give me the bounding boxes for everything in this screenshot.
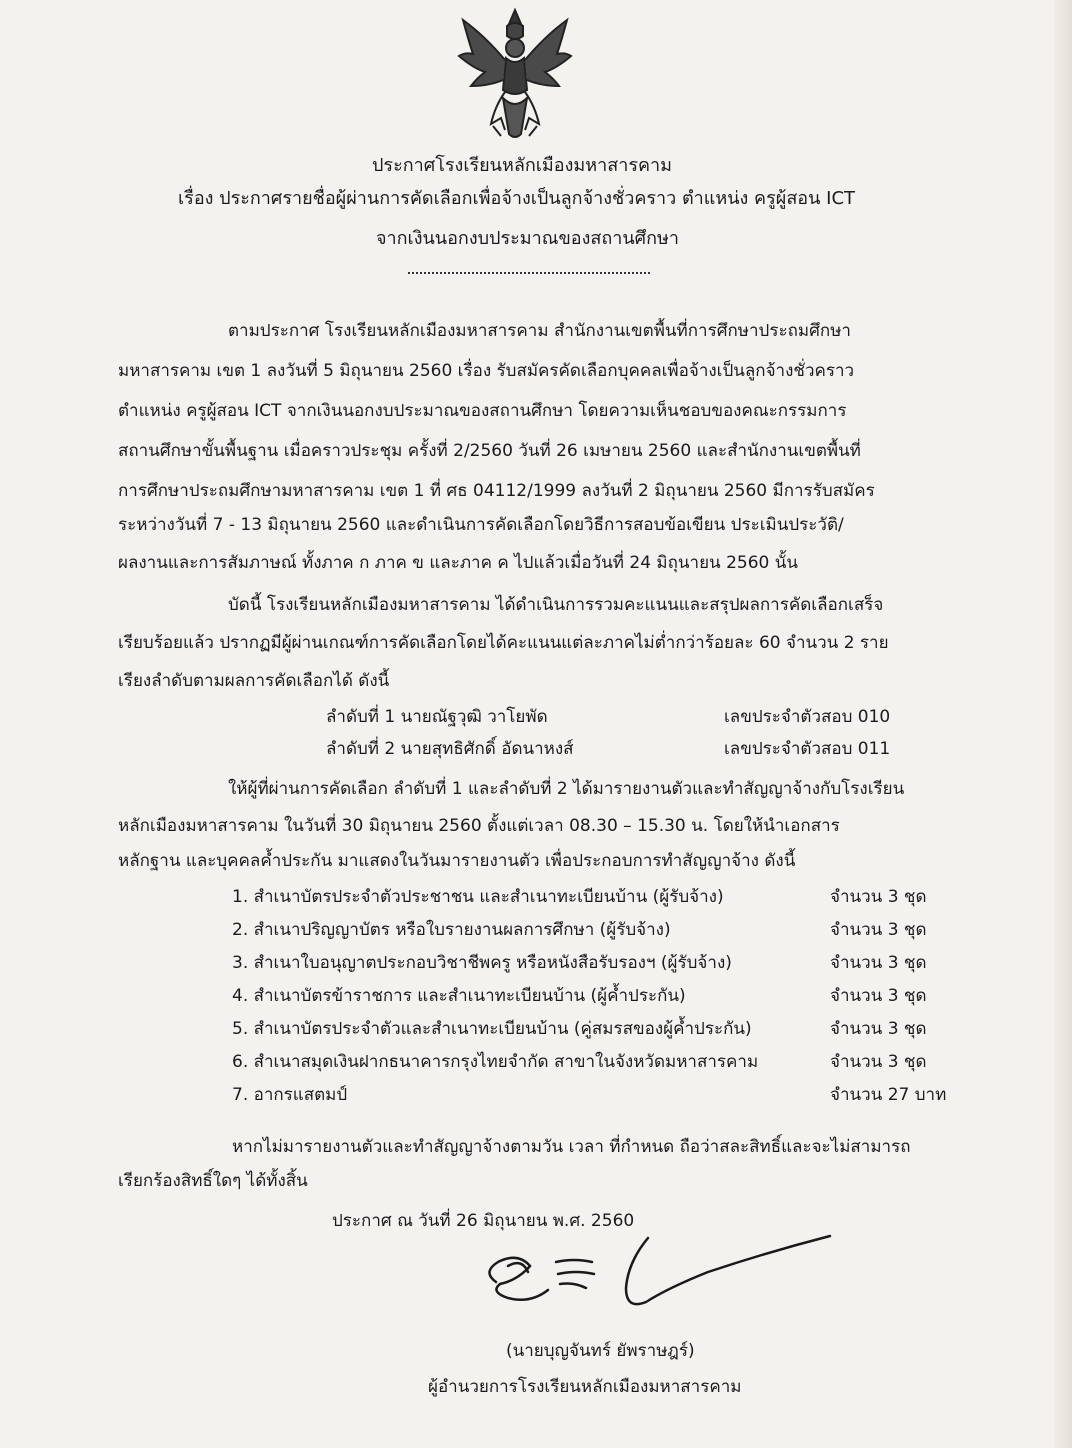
document-item: 1. สำเนาบัตรประจำตัวประชาชน และสำเนาทะเบียนบ้าน (ผู้รับจ้าง): [232, 887, 724, 907]
para1-line: ผลงานและการสัมภาษณ์ ทั้งภาค ก ภาค ข และภาค ค ไปแล้วเมื่อวันที่ 24 มิถุนายน 2560 นั้น: [118, 553, 798, 573]
para3-line: หลักเมืองมหาสารคาม ในวันที่ 30 มิถุนายน 2560 ตั้งแต่เวลา 08.30 – 15.30 น. โดยให้นำเอกสาร: [118, 816, 840, 836]
garuda-emblem: [455, 6, 575, 142]
org-heading: ประกาศโรงเรียนหลักเมืองมหาสารคาม: [372, 155, 673, 176]
document-qty: จำนวน 27 บาท: [830, 1085, 947, 1105]
para2-line: เรียงลำดับตามผลการคัดเลือกได้ ดังนี้: [118, 671, 390, 691]
document-qty: จำนวน 3 ชุด: [830, 953, 927, 973]
document-item: 2. สำเนาปริญญาบัตร หรือใบรายงานผลการศึกษา (ผู้รับจ้าง): [232, 920, 671, 940]
para1-line: สถานศึกษาขั้นพื้นฐาน เมื่อคราวประชุม ครั้งที่ 2/2560 วันที่ 26 เมษายน 2560 และสำนักงานเขตพื้นที่: [118, 441, 861, 461]
signer-name: (นายบุญจันทร์ ยัพราษฎร์): [506, 1341, 695, 1361]
subject-heading: เรื่อง ประกาศรายชื่อผู้ผ่านการคัดเลือกเพื่อจ้างเป็นลูกจ้างชั่วคราว ตำแหน่ง ครูผู้สอน ICT: [178, 188, 856, 209]
para1-line: ตำแหน่ง ครูผู้สอน ICT จากเงินนอกงบประมาณของสถานศึกษา โดยความเห็นชอบของคณะกรรมการ: [118, 401, 847, 421]
para2-line: บัดนี้ โรงเรียนหลักเมืองมหาสารคาม ได้ดำเนินการรวมคะแนนและสรุปผลการคัดเลือกเสร็จ: [228, 595, 884, 615]
director-signature: [478, 1232, 838, 1322]
para3-line: หลักฐาน และบุคคลค้ำประกัน มาแสดงในวันมารายงานตัว เพื่อประกอบการทำสัญญาจ้าง ดังนี้: [118, 851, 796, 871]
signer-title: ผู้อำนวยการโรงเรียนหลักเมืองมหาสารคาม: [428, 1377, 742, 1397]
document-item: 4. สำเนาบัตรข้าราชการ และสำเนาทะเบียนบ้าน (ผู้ค้ำประกัน): [232, 986, 686, 1006]
document-qty: จำนวน 3 ชุด: [830, 1052, 927, 1072]
document-qty: จำนวน 3 ชุด: [830, 986, 927, 1006]
subject-heading-line2: จากเงินนอกงบประมาณของสถานศึกษา: [376, 228, 679, 249]
document-qty: จำนวน 3 ชุด: [830, 920, 927, 940]
para3-line: ให้ผู้ที่ผ่านการคัดเลือก ลำดับที่ 1 และลำดับที่ 2 ได้มารายงานตัวและทำสัญญาจ้างกับโรงเรียน: [228, 779, 905, 799]
para1-line: มหาสารคาม เขต 1 ลงวันที่ 5 มิถุนายน 2560 เรื่อง รับสมัครคัดเลือกบุคคลเพื่อจ้างเป็นลูกจ้างชั่วคราว: [118, 361, 855, 381]
para4-line: หากไม่มารายงานตัวและทำสัญญาจ้างตามวัน เวลา ที่กำหนด ถือว่าสละสิทธิ์และจะไม่สามารถ: [232, 1137, 911, 1157]
candidate-rank: ลำดับที่ 2 นายสุทธิศักดิ์ อัดนาหงส์: [326, 739, 574, 759]
candidate-exam-id: เลขประจำตัวสอบ 011: [724, 739, 891, 759]
para4-line: เรียกร้องสิทธิ์ใดๆ ได้ทั้งสิ้น: [118, 1171, 308, 1191]
document-qty: จำนวน 3 ชุด: [830, 1019, 927, 1039]
candidate-exam-id: เลขประจำตัวสอบ 010: [724, 707, 891, 727]
document-qty: จำนวน 3 ชุด: [830, 887, 927, 907]
para1-line: การศึกษาประถมศึกษามหาสารคาม เขต 1 ที่ ศธ 04112/1999 ลงวันที่ 2 มิถุนายน 2560 มีการรับสมัคร: [118, 481, 875, 501]
announce-date: ประกาศ ณ วันที่ 26 มิถุนายน พ.ศ. 2560: [332, 1211, 635, 1231]
document-item: 7. อากรแสตมป์: [232, 1085, 348, 1105]
document-item: 5. สำเนาบัตรประจำตัวและสำเนาทะเบียนบ้าน (คู่สมรสของผู้ค้ำประกัน): [232, 1019, 752, 1039]
document-item: 6. สำเนาสมุดเงินฝากธนาคารกรุงไทยจำกัด สาขาในจังหวัดมหาสารคาม: [232, 1052, 759, 1072]
para2-line: เรียบร้อยแล้ว ปรากฏมีผู้ผ่านเกณฑ์การคัดเลือกโดยได้คะแนนแต่ละภาคไม่ต่ำกว่าร้อยละ 60 จำนวน 2 ราย: [118, 633, 889, 653]
para1-line: ตามประกาศ โรงเรียนหลักเมืองมหาสารคาม สำนักงานเขตพื้นที่การศึกษาประถมศึกษา: [228, 321, 851, 341]
candidate-rank: ลำดับที่ 1 นายณัฐวุฒิ วาโยพัด: [326, 707, 548, 727]
document-item: 3. สำเนาใบอนุญาตประกอบวิชาชีพครู หรือหนังสือรับรองฯ (ผู้รับจ้าง): [232, 953, 732, 973]
para1-line: ระหว่างวันที่ 7 - 13 มิถุนายน 2560 และดำเนินการคัดเลือกโดยวิธีการสอบข้อเขียน ประเมินประวัติ/: [118, 515, 844, 535]
separator-dots: [408, 272, 650, 274]
page-edge-shadow: [1054, 0, 1072, 1448]
